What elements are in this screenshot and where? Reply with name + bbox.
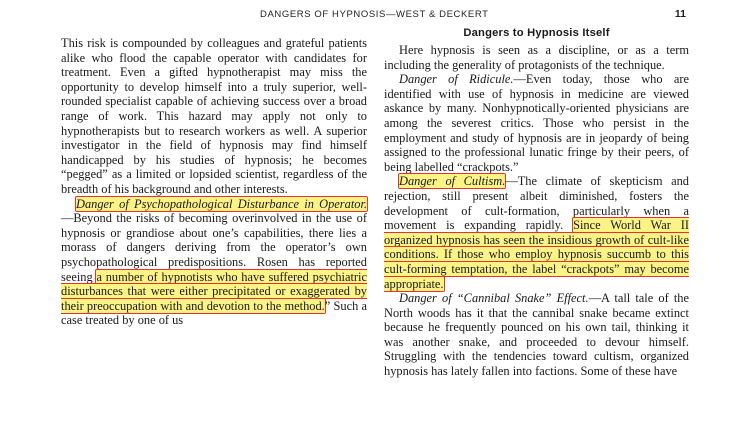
psychopathological-disturbance-heading: Danger of Psychopathological Disturbance in Operator. (76, 196, 367, 211)
left-paragraph-1: This risk is compounded by colleagues and grateful patients alike who flood the capable operator with candidates for treatment. Even a gifted hypnotherapist may miss the opportunity to develop himself into a truly superior, well-rounded specialist capable of achieving success over a broad range of work. This hazard may apply not only to hypnotherapists but to research workers as well. A superior investigator in the field of hypnosis may find himself handicapped by his studies of hypnosis; he becomes “pegged” as a limited or lopsided scientist, regardless of the breadth of his background and other interests. (61, 36, 367, 196)
left-column (61, 36, 367, 328)
left-paragraph-2-text-a: —Beyond the risks of becoming overinvolved in the use of hypnosis or grandiose about one’s capabilities, there lies a morass of dangers deriving from the operator’s own psychopathological predispositions. Rosen has reported seeing (61, 211, 367, 284)
right-paragraph-3-text-a: —The climate of skepticism and rejection, still present albeit diminished, fosters the development of cult-formation, particularly when a movement is expanding rapidly. (384, 174, 689, 233)
highlight-hypnotists-quote: a number of hypnotists who have suffered psychiatric disturbances that were either precipitated or exaggerated by their preoccupation with and devotion to the method. (61, 269, 367, 313)
right-paragraph-3 (384, 174, 689, 291)
cannibal-snake-heading: Danger of “Cannibal Snake” Effect. (399, 291, 589, 306)
ridicule-heading: Danger of Ridicule. (399, 72, 514, 87)
left-paragraph-2 (61, 197, 367, 328)
right-paragraph-2 (384, 72, 689, 174)
right-column (384, 26, 689, 379)
running-head: DANGERS OF HYPNOSIS—WEST & DECKERT (260, 9, 489, 20)
highlight-cultism-passage: Since World War II organized hypnosis has seen the insidious growth of cult-like conditions. If those who employ hypnosis succumb to this cult-forming temptation, the label “crackpots” may become appropriate. (384, 218, 689, 291)
page-header (0, 7, 756, 23)
left-paragraph-2-text-b: ” Such a case treated by one of us (61, 298, 367, 328)
section-heading: Dangers to Hypnosis Itself (463, 27, 610, 39)
cultism-heading: Danger of Cultism. (399, 174, 506, 189)
right-paragraph-2-text: —Even today, those who are identified with use of hypnosis in medicine are viewed askance by many. Nonhypnotically-oriented physicians are among the severest critics. Those who persist in the employment and study of hypnosis are in jeopardy of being assigned to the professional lunatic fringe by their peers, of being labelled “crackpots.” (384, 72, 689, 174)
right-paragraph-4-text: —A tall tale of the North woods has it that the cannibal snake became extinct because he frequently pounced on his own tail, thinking it was another snake, and proceeded to devour himself. Struggling with the tendencies toward cultism, organized hypnosis has lately fallen into factions. Some of these have (384, 291, 689, 379)
right-paragraph-4 (384, 291, 689, 379)
right-paragraph-1: Here hypnosis is seen as a discipline, or as a term including the generality of protagonists of the technique. (384, 43, 689, 72)
page-number: 11 (674, 8, 686, 20)
